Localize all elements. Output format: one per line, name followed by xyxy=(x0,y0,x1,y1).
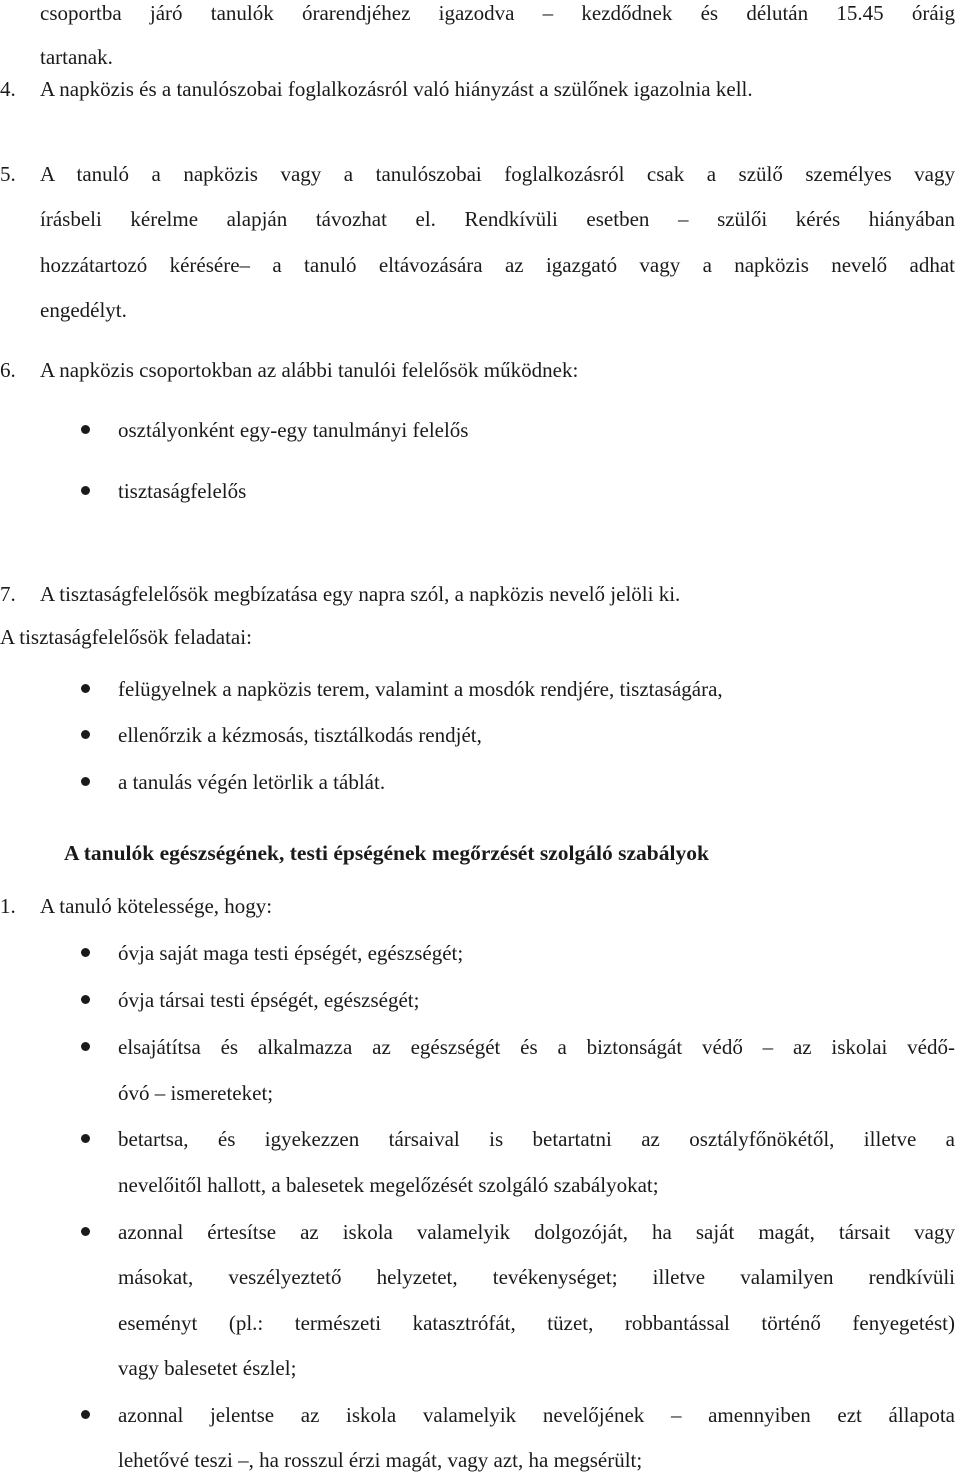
list-item-continuation: lehetővé teszi –, ha rosszul érzi magát, vagy azt, ha megsérült; xyxy=(118,1448,643,1472)
list-item: óvja társai testi épségét, egészségét; xyxy=(118,988,420,1012)
bullet-icon xyxy=(81,777,90,786)
list-item: a tanulás végén letörlik a táblát. xyxy=(118,770,386,794)
bullet-icon xyxy=(81,684,90,693)
paragraph-5-line-1: A tanuló a napközis vagy a tanulószobai foglalkozásról csak a szülő személyes vagy xyxy=(40,162,955,186)
list-item: elsajátítsa és alkalmazza az egészségét és a biztonságát védő – az iskolai védő- xyxy=(118,1035,955,1059)
paragraph-4-number: 4. xyxy=(0,77,16,101)
bullet-icon xyxy=(81,730,90,739)
list-item: betartsa, és igyekezzen társaival is betartatni az osztályfőnökétől, illetve a xyxy=(118,1127,955,1151)
list-item-continuation: óvó – ismereteket; xyxy=(118,1081,274,1105)
bullet-icon xyxy=(81,1410,90,1419)
paragraph-3-line-2: tartanak. xyxy=(40,45,113,69)
list-item-continuation: nevelőitől hallott, a balesetek megelőzését szolgáló szabályokat; xyxy=(118,1173,659,1197)
list-item: tisztaságfelelős xyxy=(118,479,247,503)
paragraph-7-number: 7. xyxy=(0,582,16,606)
list-item-continuation: eseményt (pl.: természeti katasztrófát, tüzet, robbantással történő fenyegetést) xyxy=(118,1311,955,1335)
section-item-1-number: 1. xyxy=(0,894,16,918)
list-item-continuation: másokat, veszélyeztető helyzetet, tevékenységet; illetve valamilyen rendkívüli xyxy=(118,1265,955,1289)
bullet-icon xyxy=(81,486,90,495)
bullet-icon xyxy=(81,425,90,434)
paragraph-6-number: 6. xyxy=(0,358,16,382)
list-item-continuation: vagy balesetet észlel; xyxy=(118,1356,297,1380)
bullet-icon xyxy=(81,1227,90,1236)
paragraph-4-text: A napközis és a tanulószobai foglalkozásról való hiányzást a szülőnek igazolnia kell. xyxy=(40,77,753,101)
duties-intro: A tisztaságfelelősök feladatai: xyxy=(0,625,252,649)
paragraph-5-line-3: hozzátartozó kérésére– a tanuló eltávozására az igazgató vagy a napközis nevelő adhat xyxy=(40,253,955,277)
paragraph-6-text: A napközis csoportokban az alábbi tanulói felelősök működnek: xyxy=(40,358,579,382)
list-item: osztályonként egy-egy tanulmányi felelős xyxy=(118,418,469,442)
bullet-icon xyxy=(81,948,90,957)
list-item: felügyelnek a napközis terem, valamint a mosdók rendjére, tisztaságára, xyxy=(118,677,723,701)
list-item: azonnal értesítse az iskola valamelyik dolgozóját, ha saját magát, társait vagy xyxy=(118,1220,955,1244)
paragraph-7-text: A tisztaságfelelősök megbízatása egy napra szól, a napközis nevelő jelöli ki. xyxy=(40,582,681,606)
section-heading: A tanulók egészségének, testi épségének megőrzését szolgáló szabályok xyxy=(64,841,709,865)
paragraph-5-line-4: engedélyt. xyxy=(40,298,127,322)
list-item: óvja saját maga testi épségét, egészségét; xyxy=(118,941,464,965)
list-item: ellenőrzik a kézmosás, tisztálkodás rendjét, xyxy=(118,723,482,747)
list-item: azonnal jelentse az iskola valamelyik nevelőjének – amennyiben ezt állapota xyxy=(118,1403,955,1427)
bullet-icon xyxy=(81,1134,90,1143)
bullet-icon xyxy=(81,995,90,1004)
bullet-icon xyxy=(81,1042,90,1051)
section-item-1-text: A tanuló kötelessége, hogy: xyxy=(40,894,273,918)
paragraph-3-line-1: csoportba járó tanulók órarendjéhez igazodva – kezdődnek és délután 15.45 óráig xyxy=(40,1,955,25)
paragraph-5-number: 5. xyxy=(0,162,16,186)
paragraph-5-line-2: írásbeli kérelme alapján távozhat el. Rendkívüli esetben – szülői kérés hiányában xyxy=(40,207,955,231)
